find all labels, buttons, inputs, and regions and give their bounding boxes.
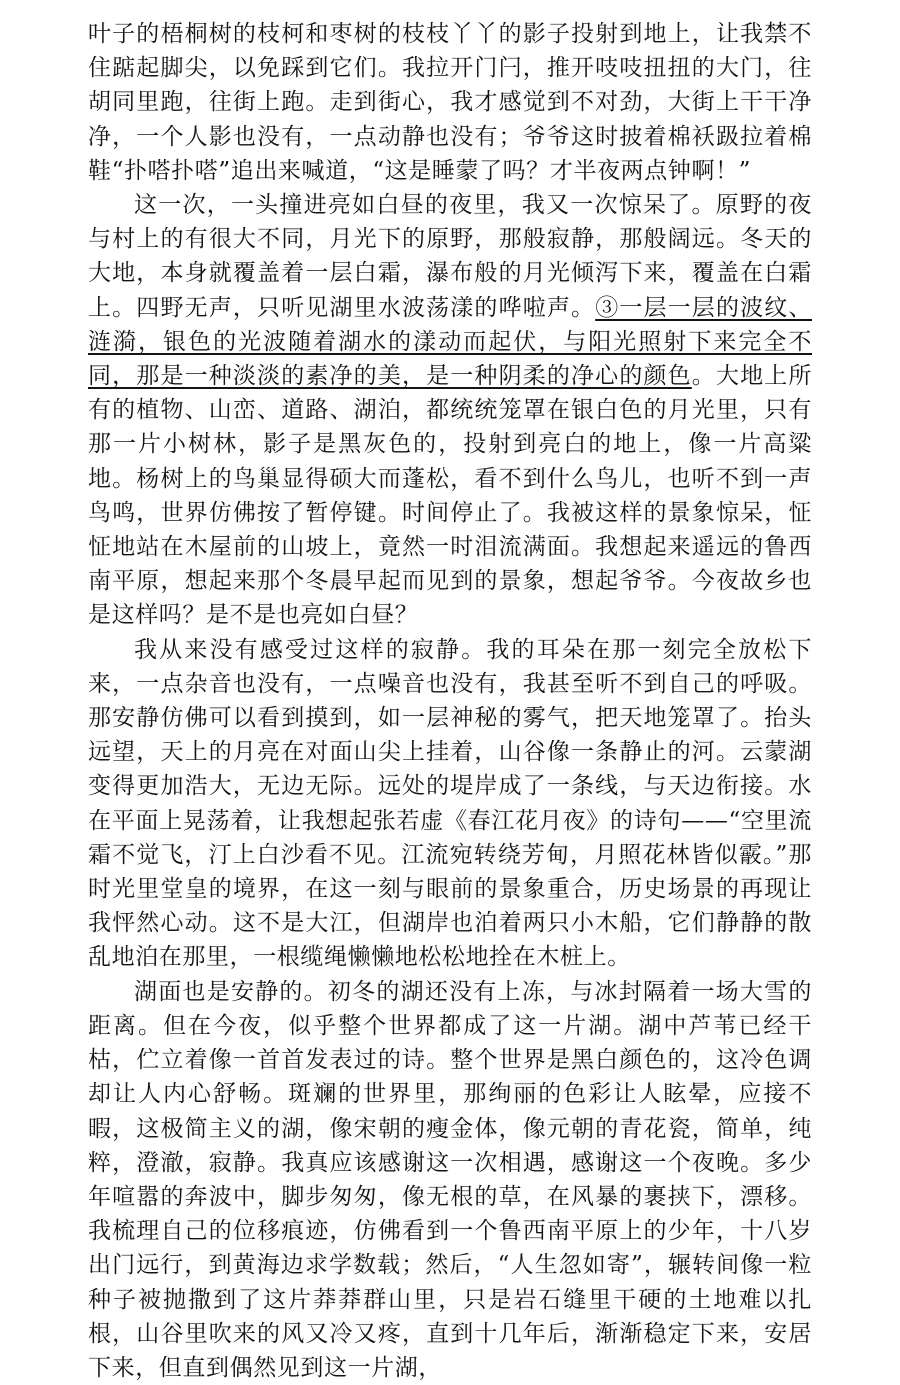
paragraph-1-text: 叶子的梧桐树的枝柯和枣树的枝枝丫丫的影子投射到地上，让我禁不住踮起脚尖，以免踩到它们。我拉开门闩，推开吱吱扭扭的大门，往胡同里跑，往街上跑。走到街心，我才感觉到不对劲，大街上干干净净，一个人影也没有，一点动静也没有；爷爷这时披着棉袄趿拉着棉鞋“扑嗒扑嗒”追出来喊道，“这是睡蒙了吗？才半夜两点钟啊！” — [88, 21, 812, 184]
paragraph-4-text: 湖面也是安静的。初冬的湖还没有上冻，与冰封隔着一场大雪的距离。但在今夜，似乎整个世界都成了这一片湖。湖中芦苇已经干枯，伫立着像一首首发表过的诗。整个世界是黑白颜色的，这冷色调却让人内心舒畅。斑斓的世界里，那绚丽的色彩让人眩晕，应接不暇，这极简主义的湖，像宋朝的瘦金体，像元朝的青花瓷，简单，纯粹，澄澈，寂静。我真应该感谢这一次相遇，感谢这一个夜晚。多少年喧嚣的奔波中，脚步匆匆，像无根的草，在风暴的裹挟下，漂移。我梳理自己的位移痕迹，仿佛看到一个鲁西南平原上的少年，十八岁出门远行，到黄海边求学数载；然后，“人生忽如寄”，辗转间像一粒种子被抛撒到了这片莽莽群山里，只是岩石缝里干硬的土地难以扎根，山谷里吹来的风又冷又疼，直到十几年后，渐渐稳定下来，安居下来，但直到偶然见到这一片湖， — [88, 978, 812, 1381]
paragraph-1 — [88, 17, 812, 188]
paragraph-4 — [88, 975, 812, 1385]
paragraph-3-text: 我从来没有感受过这样的寂静。我的耳朵在那一刻完全放松下来，一点杂音也没有，一点噪音也没有，我甚至听不到自己的呼吸。那安静仿佛可以看到摸到，如一层神秘的雾气，把天地笼罩了。抬头远望，天上的月亮在对面山尖上挂着，山谷像一条静止的河。云蒙湖变得更加浩大，无边无际。远处的堤岸成了一条线，与天边衔接。水在平面上晃荡着，让我想起张若虚《春江花月夜》的诗句——“空里流霜不觉飞，汀上白沙看不见。江流宛转绕芳甸，月照花林皆似霰。”那时光里堂皇的境界，在这一刻与眼前的景象重合，历史场景的再现让我怦然心动。这不是大江，但湖岸也泊着两只小木船，它们静静的散乱地泊在那里，一根缆绳懒懒地松松地拴在木桩上。 — [88, 636, 812, 971]
underlined-sentence-3: ③一层一层的波纹、涟漪，银色的光波随着湖水的漾动而起伏，与阳光照射下来完全不同，那是一种淡淡的素净的美，是一种阴柔的净心的颜色 — [88, 294, 812, 390]
paragraph-2 — [88, 188, 812, 633]
paragraph-2-text-start: 这一次，一头撞进亮如白昼的夜里，我又一次惊呆了。原野的夜与村上的有很大不同，月光下的原野，那般寂静，那般阔远。冬天的大地，本身就覆盖着一层白霜，瀑布般的月光倾泻下来，覆盖在白霜上。四野无声，只听见湖里水波荡漾的哗啦声。 — [88, 192, 812, 321]
paragraph-3 — [88, 633, 812, 975]
paragraph-2-text-end: 。大地上所有的植物、山峦、道路、湖泊，都统统笼罩在银白色的月光里，只有那一片小树林，影子是黑灰色的，投射到亮白的地上，像一片高粱地。杨树上的鸟巢显得硕大而蓬松，看不到什么鸟儿，也听不到一声鸟鸣，世界仿佛按了暂停键。时间停止了。我被这样的景象惊呆，怔怔地站在木屋前的山坡上，竟然一时泪流满面。我想起来遥远的鲁西南平原，想起来那个冬晨早起而见到的景象，想起爷爷。今夜故乡也是这样吗？是不是也亮如白昼？ — [88, 363, 813, 629]
